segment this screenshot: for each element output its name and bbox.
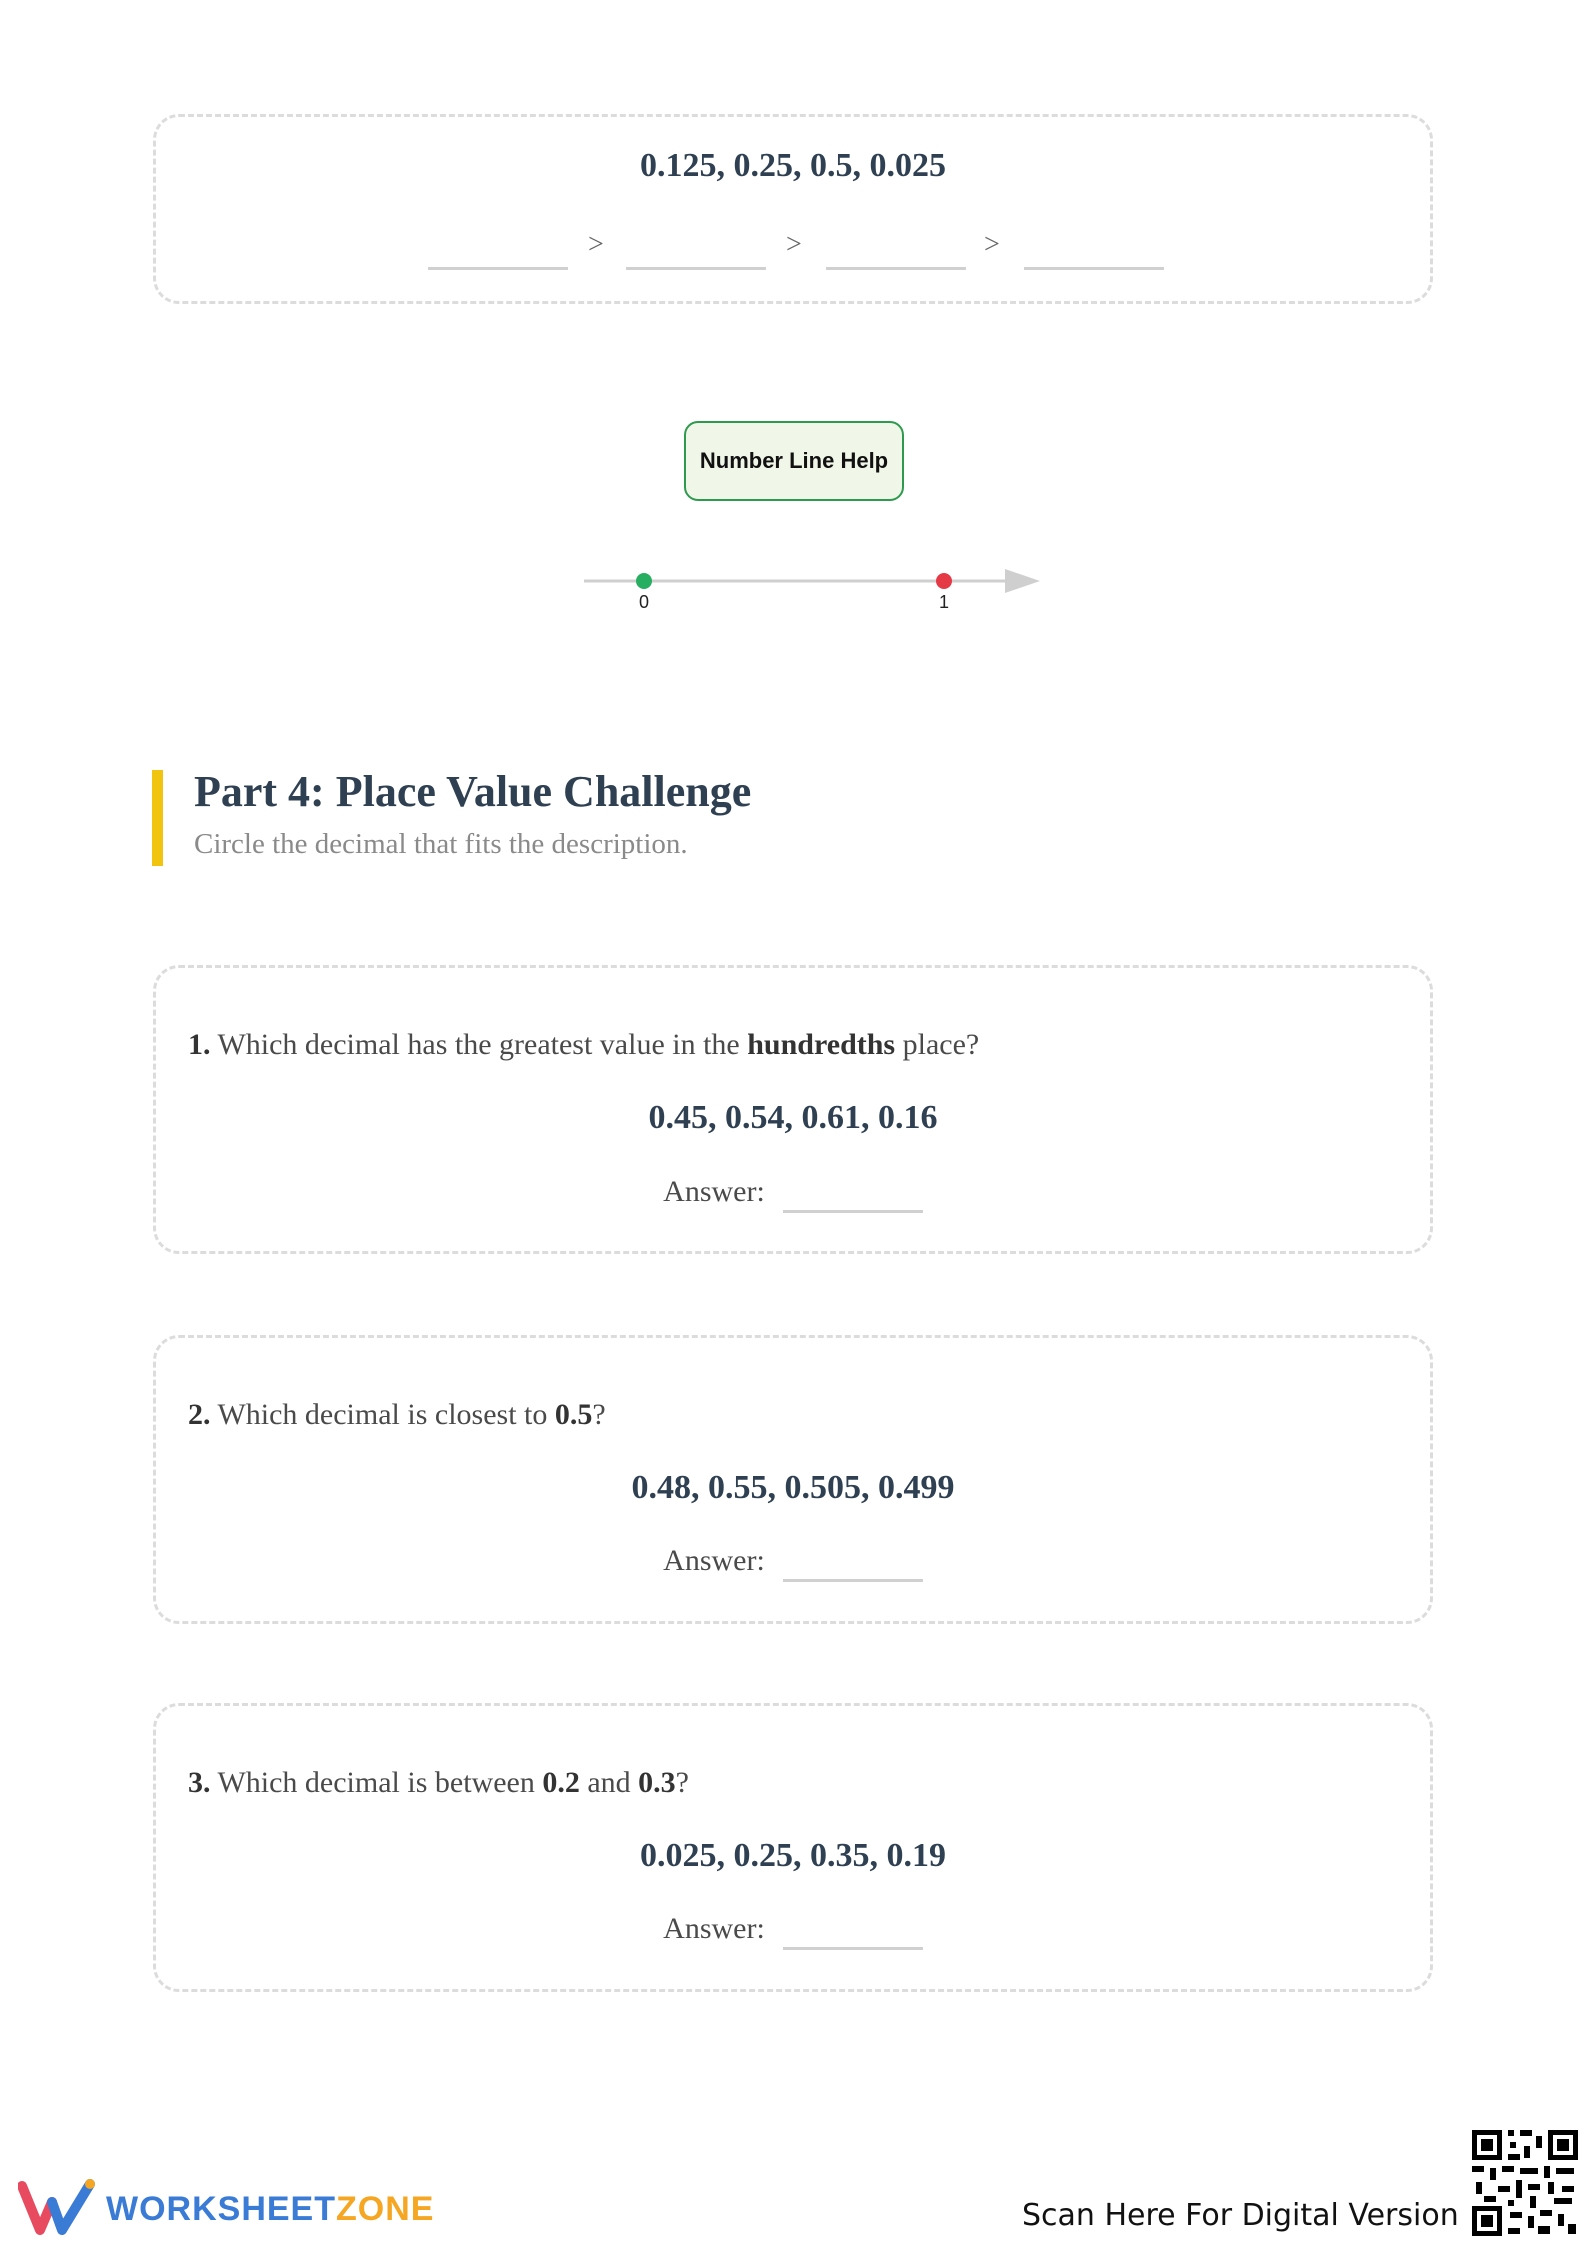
question-text: 1. Which decimal has the greatest value in the hundredths place? — [188, 1028, 980, 1061]
number-line-help-button[interactable] — [684, 421, 904, 501]
scan-text: Scan Here For Digital Version — [1022, 2198, 1459, 2233]
answer-label: Answer: — [663, 1544, 765, 1577]
question-keyword: 0.2 — [542, 1766, 580, 1799]
question-keyword: hundredths — [747, 1028, 896, 1061]
ordering-blank-2[interactable] — [626, 267, 766, 270]
qr-code-icon[interactable] — [1470, 2128, 1580, 2238]
ordering-blank-4[interactable] — [1024, 267, 1164, 270]
answer-options[interactable]: 0.45, 0.54, 0.61, 0.16 — [648, 1099, 938, 1136]
section-instruction: Circle the decimal that fits the description. — [194, 828, 688, 860]
ordering-blank-1[interactable] — [428, 267, 568, 270]
number-line-help-label: Number Line Help — [699, 448, 889, 473]
arrow-head-icon — [1005, 569, 1040, 593]
answer-options[interactable]: 0.025, 0.25, 0.35, 0.19 — [640, 1837, 946, 1874]
answer-row — [156, 1175, 1430, 1213]
answer-blank[interactable] — [783, 1947, 923, 1950]
question-keyword: 0.3 — [638, 1766, 676, 1799]
section-title: Part 4: Place Value Challenge — [194, 767, 752, 816]
number-line-zero-dot — [636, 573, 652, 589]
question-number: 1. — [188, 1028, 211, 1061]
ordering-box — [153, 114, 1433, 304]
question-card — [153, 1703, 1433, 1992]
number-line — [580, 562, 1060, 622]
number-line-label-one: 1 — [938, 592, 949, 612]
brand-name: WORKSHEETZONE — [106, 2190, 435, 2228]
answer-blank[interactable] — [783, 1210, 923, 1213]
ordering-numbers: 0.125, 0.25, 0.5, 0.025 — [640, 147, 946, 184]
greater-than-symbol: > — [786, 229, 802, 260]
ordering-blank-3[interactable] — [826, 267, 966, 270]
greater-than-symbol: > — [588, 229, 604, 260]
number-line-one-dot — [936, 573, 952, 589]
question-text: 3. Which decimal is between 0.2 and 0.3? — [188, 1766, 689, 1799]
question-number: 3. — [188, 1766, 211, 1799]
answer-blank[interactable] — [783, 1579, 923, 1582]
worksheetzone-logo-icon — [18, 2178, 98, 2238]
question-keyword: 0.5 — [554, 1398, 593, 1431]
number-line-label-zero: 0 — [638, 592, 649, 612]
greater-than-symbol: > — [984, 229, 1000, 260]
answer-label: Answer: — [663, 1912, 765, 1945]
question-number: 2. — [188, 1398, 211, 1431]
answer-label: Answer: — [663, 1175, 765, 1208]
question-card — [153, 965, 1433, 1254]
answer-row — [156, 1912, 1430, 1950]
answer-options[interactable]: 0.48, 0.55, 0.505, 0.499 — [631, 1469, 955, 1506]
question-text: 2. Which decimal is closest to 0.5? — [188, 1398, 606, 1431]
answer-row — [156, 1544, 1430, 1582]
question-card — [153, 1335, 1433, 1624]
section-accent-bar — [152, 770, 163, 866]
